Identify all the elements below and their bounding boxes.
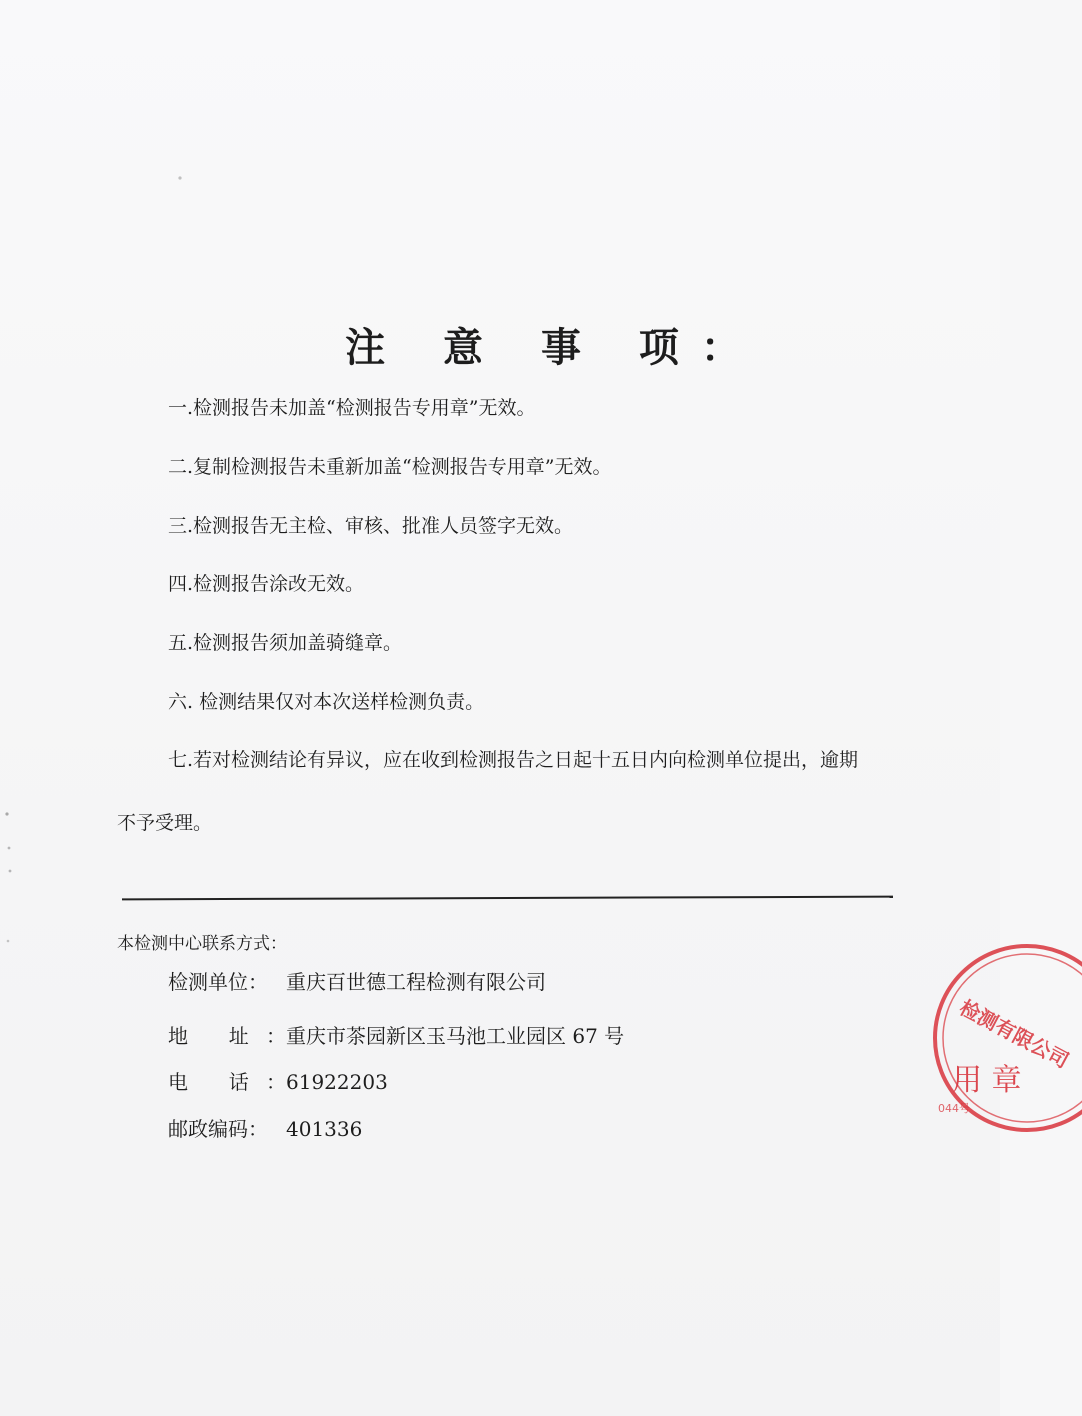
page-title: 注 意 事 项： — [345, 324, 763, 371]
contact-postcode-value: 401336 — [286, 1117, 363, 1141]
contact-phone-label: 电 话： — [168, 1070, 286, 1094]
official-seal-stamp — [932, 960, 1082, 1160]
seal-text-top: 检测有限公司 — [955, 995, 1073, 1073]
notice-item-7: 七.若对检测结论有异议，应在收到检测报告之日起十五日内向检测单位提出，逾期 — [168, 749, 859, 771]
contact-unit-row — [168, 966, 546, 995]
notice-item-7-continued: 不予受理。 — [117, 812, 213, 834]
seal-ring-inner — [943, 954, 1082, 1122]
section-divider — [122, 896, 893, 901]
notice-item-6: 六. 检测结果仅对本次送样检测负责。 — [168, 691, 485, 713]
contact-address-row — [168, 1020, 624, 1049]
contact-heading: 本检测中心联系方式： — [117, 934, 287, 954]
notice-item-3: 三.检测报告无主检、审核、批准人员签字无效。 — [168, 515, 574, 537]
contact-phone-value: 61922203 — [286, 1070, 388, 1094]
contact-address-value: 重庆市茶园新区玉马池工业园区 67 号 — [286, 1024, 625, 1048]
contact-postcode-row — [168, 1113, 362, 1142]
contact-unit-label: 检测单位： — [168, 970, 268, 994]
seal-text-mid: 用 章 — [952, 1063, 1022, 1098]
contact-unit-value: 重庆百世德工程检测有限公司 — [286, 970, 546, 994]
notice-item-4: 四.检测报告涂改无效。 — [168, 573, 365, 595]
notice-item-2: 二.复制检测报告未重新加盖“检测报告专用章”无效。 — [168, 456, 612, 478]
seal-text-small: 044号 — [938, 1102, 970, 1115]
contact-postcode-label: 邮政编码： — [168, 1117, 268, 1141]
seal-ring-outer — [935, 946, 1082, 1130]
notice-item-1: 一.检测报告未加盖“检测报告专用章”无效。 — [168, 397, 536, 419]
contact-address-label: 地 址： — [168, 1024, 286, 1048]
seal-graphic — [932, 960, 1082, 1160]
notice-item-5: 五.检测报告须加盖骑缝章。 — [168, 632, 403, 654]
contact-phone-row — [168, 1066, 388, 1095]
